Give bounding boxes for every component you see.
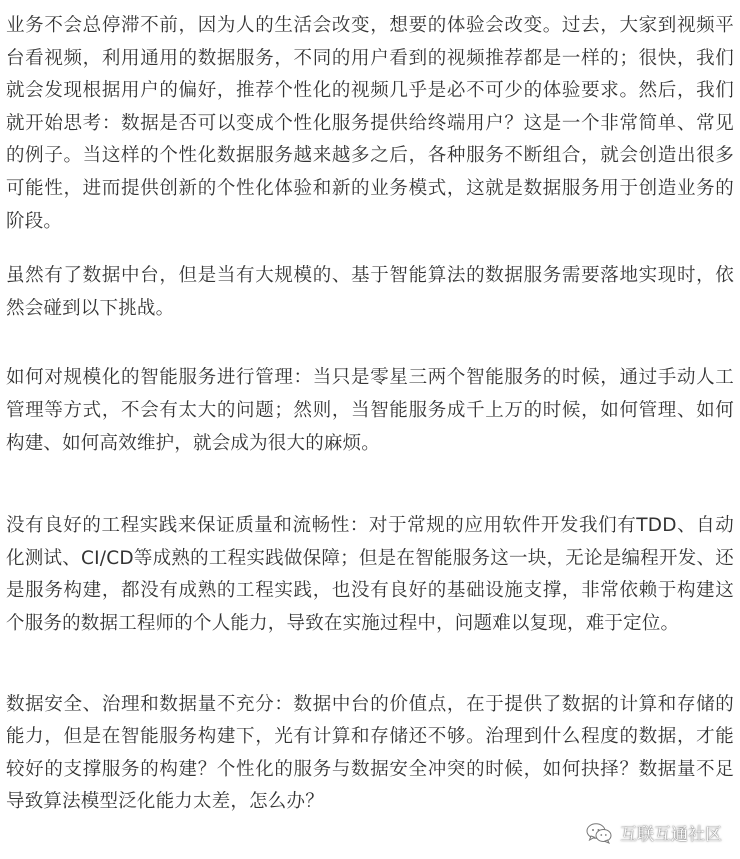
article-body [6,0,734,819]
paragraph-business-evolution: 业务不会总停滞不前，因为人的生活会改变，想要的体验会改变。过去，大家到视频平台看视频，利用通用的数据服务，不同的用户看到的视频推荐都是一样的；很快，我们就会发现根据用户的偏好，推荐个性化的视频几乎是必不可少的体验要求。然后，我们就开始思考：数据是否可以变成个性化服务提供给终端用户？这是一个非常简单、常见的例子。当这样的个性化数据服务越来越多之后，各种服务不断组合，就会创造出很多可能性，进而提供创新的个性化体验和新的业务模式，这就是数据服务用于创造业务的阶段。 [6,15,734,232]
watermark-text: 互联互通社区 [620,825,722,845]
paragraph-data-security: 数据安全、治理和数据量不充分：数据中台的价值点，在于提供了数据的计算和存储的能力，但是在智能服务构建下，光有计算和存储还不够。治理到什么程度的数据，才能较好的支撑服务的构建？个性化的服务与数据安全冲突的时候，如何抉择？数据量不足导致算法模型泛化能力太差，怎么办？ [6,693,734,813]
paragraph-service-management: 如何对规模化的智能服务进行管理：当只是零星三两个智能服务的时候，通过手动人工管理等方式，不会有太大的问题；然则，当智能服务成千上万的时候，如何管理、如何构建、如何高效维护，就会成为很大的麻烦。 [6,367,734,454]
paragraph-challenges-intro: 虽然有了数据中台，但是当有大规模的、基于智能算法的数据服务需要落地实现时，依然会碰到以下挑战。 [6,265,734,319]
watermark [586,820,722,845]
paragraph-engineering-practice: 没有良好的工程实践来保证质量和流畅性：对于常规的应用软件开发我们有TDD、自动化测试、CI/CD等成熟的工程实践做保障；但是在智能服务这一块，无论是编程开发、还是服务构建，都没有成熟的工程实践，也没有良好的基础设施支撑，非常依赖于构建这个服务的数据工程师的个人能力，导致在实施过程中，问题难以复现，难于定位。 [6,515,734,634]
wechat-icon [586,822,612,844]
